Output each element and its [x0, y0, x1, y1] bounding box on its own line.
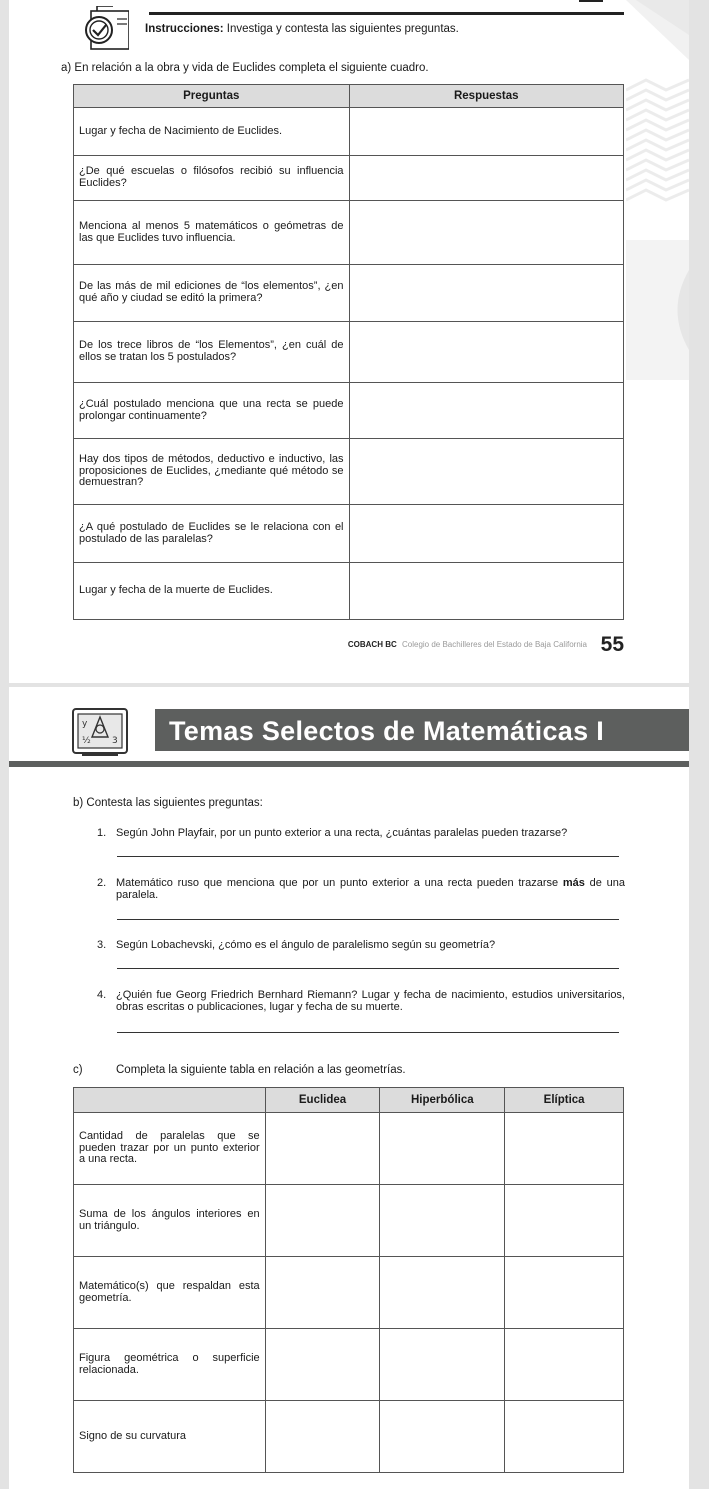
table-row [74, 156, 624, 201]
header-respuestas: Respuestas [349, 85, 623, 108]
question-text: Según John Playfair, por un punto exterior a una recta, ¿cuántas paralelas pueden trazarse? [116, 827, 568, 839]
answer-cell[interactable] [380, 1257, 505, 1329]
header-empty [74, 1088, 266, 1113]
footer-brand [9, 640, 587, 649]
table-row [74, 1329, 624, 1401]
footer-institution: Colegio de Bachilleres del Estado de Baja California [402, 640, 587, 649]
header-rule-short [579, 0, 603, 2]
question-cell: ¿De qué escuelas o filósofos recibió su influencia Euclides? [74, 156, 350, 201]
header-preguntas: Preguntas [74, 85, 350, 108]
answer-cell[interactable] [265, 1257, 380, 1329]
question-emphasis: más [562, 877, 585, 889]
answer-cell[interactable] [349, 156, 623, 201]
answer-cell[interactable] [349, 563, 623, 620]
answer-cell[interactable] [265, 1185, 380, 1257]
answer-line[interactable] [117, 856, 619, 857]
question-text: Matemático ruso que menciona que por un punto exterior a una recta pueden trazarse [116, 877, 559, 889]
instructions [145, 23, 459, 35]
answer-cell[interactable] [349, 201, 623, 265]
question-cell: Lugar y fecha de la muerte de Euclides. [74, 563, 350, 620]
table-row [74, 1401, 624, 1473]
question-text: Según Lobachevski, ¿cómo es el ángulo de paralelismo según su geometría? [116, 939, 496, 951]
answer-cell[interactable] [380, 1401, 505, 1473]
table-row [74, 563, 624, 620]
question-cell: ¿Cuál postulado menciona que una recta se puede prolongar continuamente? [74, 383, 350, 439]
checklist-icon [77, 6, 129, 50]
question-number: 4. [97, 989, 107, 1001]
header-rule [149, 12, 624, 15]
question-cell: De los trece libros de “los Elementos”, ¿en cuál de ellos se tratan los 5 postulados? [74, 322, 350, 383]
answer-cell[interactable] [265, 1401, 380, 1473]
workbook-page-55 [9, 0, 689, 683]
header-euclidea: Euclidea [265, 1088, 380, 1113]
question-number: 1. [97, 827, 107, 839]
section-a-label: a) En relación a la obra y vida de Euclides completa el siguiente cuadro. [61, 62, 429, 74]
answer-cell[interactable] [380, 1113, 505, 1185]
svg-text:y: y [82, 719, 88, 729]
workbook-page-56 [9, 687, 689, 1489]
table-row [74, 383, 624, 439]
answer-line[interactable] [117, 1032, 619, 1033]
question-text-continued: de una paralela. [116, 877, 625, 901]
criterion-cell: Suma de los ángulos interiores en un triángulo. [74, 1185, 266, 1257]
svg-text:3: 3 [112, 736, 118, 746]
decorative-pattern [626, 0, 689, 683]
banner-bar [9, 761, 689, 767]
table-row [74, 505, 624, 563]
section-c-label: Completa la siguiente tabla en relación a las geometrías. [116, 1064, 406, 1076]
answer-cell[interactable] [349, 108, 623, 156]
criterion-cell: Signo de su curvatura [74, 1401, 266, 1473]
criterion-cell: Matemático(s) que respaldan esta geometría. [74, 1257, 266, 1329]
criterion-cell: Figura geométrica o superficie relacionada. [74, 1329, 266, 1401]
answer-cell[interactable] [505, 1257, 624, 1329]
question-cell: De las más de mil ediciones de “los elementos”, ¿en qué año y ciudad se editó la primera? [74, 265, 350, 322]
answer-cell[interactable] [349, 505, 623, 563]
answer-cell[interactable] [349, 439, 623, 505]
answer-cell[interactable] [380, 1185, 505, 1257]
geometries-table [73, 1087, 624, 1473]
footer-brand-name: COBACH BC [347, 640, 397, 649]
table-row [74, 1113, 624, 1185]
page-number: 55 [600, 633, 624, 656]
svg-text:½: ½ [82, 736, 91, 746]
question-number: 2. [97, 877, 107, 889]
list-item [97, 878, 625, 906]
answer-line[interactable] [117, 919, 619, 920]
header-hiperbolica: Hiperbólica [380, 1088, 505, 1113]
answer-cell[interactable] [349, 322, 623, 383]
instructions-label: Instrucciones: [145, 23, 224, 35]
answer-cell[interactable] [505, 1185, 624, 1257]
section-c-letter: c) [73, 1064, 83, 1076]
table-row [74, 1185, 624, 1257]
section-b-label: b) Contesta las siguientes preguntas: [73, 797, 263, 809]
answer-cell[interactable] [265, 1113, 380, 1185]
euclides-table [73, 84, 624, 620]
criterion-cell: Cantidad de paralelas que se pueden trazar por un punto exterior a una recta. [74, 1113, 266, 1185]
table-row [74, 439, 624, 505]
answer-line[interactable] [117, 968, 619, 969]
answer-cell[interactable] [505, 1401, 624, 1473]
table-row [74, 265, 624, 322]
question-cell: Menciona al menos 5 matemáticos o geómetras de las que Euclides tuvo influencia. [74, 201, 350, 265]
table-header-row [74, 1088, 624, 1113]
instructions-text: Investiga y contesta las siguientes preguntas. [223, 23, 459, 35]
question-number: 3. [97, 939, 107, 951]
question-cell: Lugar y fecha de Nacimiento de Euclides. [74, 108, 350, 156]
table-header-row [74, 85, 624, 108]
question-text: ¿Quién fue Georg Friedrich Bernhard Riemann? Lugar y fecha de nacimiento, estudios universitarios, obras escritas o publicaciones, lugar y fecha de su muerte. [116, 989, 625, 1013]
answer-cell[interactable] [349, 383, 623, 439]
table-row [74, 322, 624, 383]
question-cell: ¿A qué postulado de Euclides se le relaciona con el postulado de las paralelas? [74, 505, 350, 563]
table-row [74, 201, 624, 265]
table-row [74, 108, 624, 156]
answer-cell[interactable] [349, 265, 623, 322]
answer-cell[interactable] [265, 1329, 380, 1401]
question-cell: Hay dos tipos de métodos, deductivo e inductivo, las proposiciones de Euclides, ¿mediante qué método se demuestran? [74, 439, 350, 505]
table-row [74, 1257, 624, 1329]
header-eliptica: Elíptica [505, 1088, 624, 1113]
banner-title: Temas Selectos de Matemáticas I [169, 716, 604, 746]
answer-cell[interactable] [380, 1329, 505, 1401]
math-tools-icon [72, 707, 128, 757]
answer-cell[interactable] [505, 1329, 624, 1401]
answer-cell[interactable] [505, 1113, 624, 1185]
question-text-wrap [116, 878, 625, 902]
list-item [97, 990, 625, 1018]
